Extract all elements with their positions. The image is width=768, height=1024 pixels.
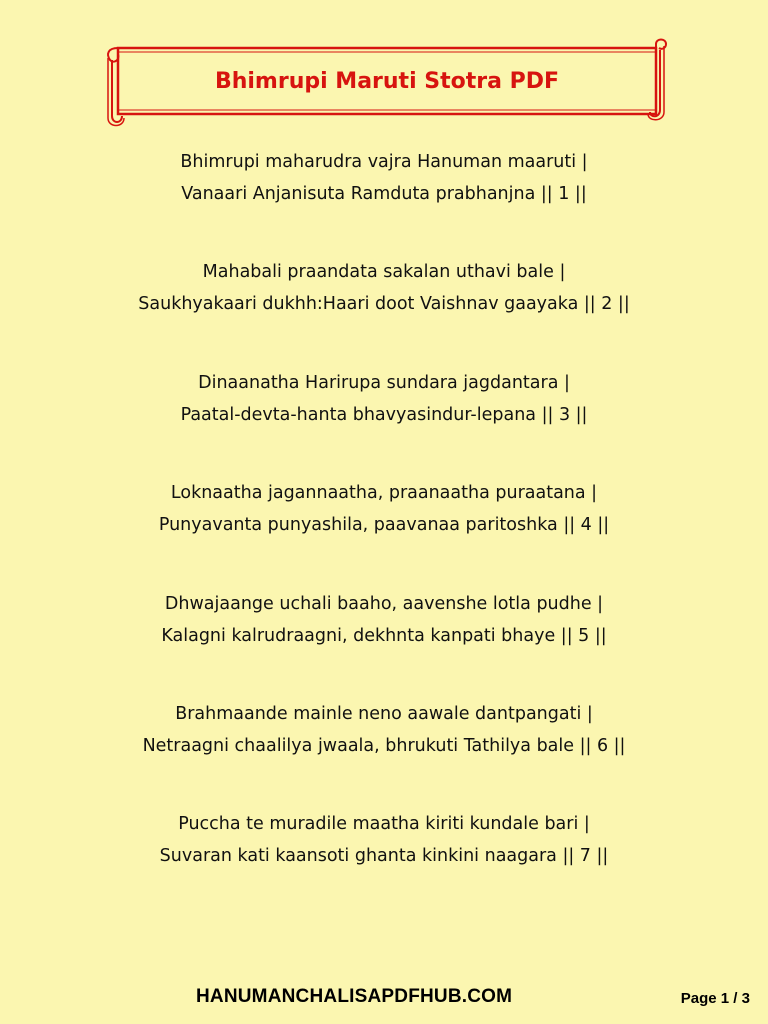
verse-3 [0, 367, 768, 431]
title-banner [104, 38, 670, 128]
verse-line: Paatal-devta-hanta bhavyasindur-lepana || 3 || [180, 405, 588, 425]
verse-line: Brahmaande mainle neno aawale dantpangati | [175, 704, 593, 724]
footer-website: HANUMANCHALISAPDFHUB.COM [196, 986, 513, 1007]
verse-4 [0, 477, 768, 541]
verse-line: Suvaran kati kaansoti ghanta kinkini naagara || 7 || [159, 846, 609, 866]
verse-6 [0, 698, 768, 762]
page-indicator: Page 1 / 3 [680, 990, 750, 1007]
verse-line: Dhwajaange uchali baaho, aavenshe lotla pudhe | [164, 594, 604, 614]
verse-line: Mahabali praandata sakalan uthavi bale | [202, 262, 566, 282]
verse-line: Puccha te muradile maatha kiriti kundale bari | [178, 814, 590, 834]
page-title: Bhimrupi Maruti Stotra PDF [214, 69, 560, 94]
verse-line: Dinaanatha Harirupa sundara jagdantara | [198, 373, 570, 393]
verse-line: Bhimrupi maharudra vajra Hanuman maaruti | [180, 152, 588, 172]
verse-line: Saukhyakaari dukhh:Haari doot Vaishnav gaayaka || 2 || [138, 294, 630, 314]
verse-line: Loknaatha jagannaatha, praanaatha puraatana | [170, 483, 598, 503]
verse-line: Punyavanta punyashila, paavanaa paritoshka || 4 || [158, 515, 610, 535]
verse-line: Kalagni kalrudraagni, dekhnta kanpati bhaye || 5 || [161, 626, 607, 646]
verse-1 [0, 146, 768, 210]
verse-line: Vanaari Anjanisuta Ramduta prabhanjna || 1 || [181, 184, 587, 204]
verse-line: Netraagni chaalilya jwaala, bhrukuti Tathilya bale || 6 || [142, 736, 626, 756]
verse-2 [0, 256, 768, 320]
verse-7 [0, 808, 768, 872]
verse-5 [0, 588, 768, 652]
